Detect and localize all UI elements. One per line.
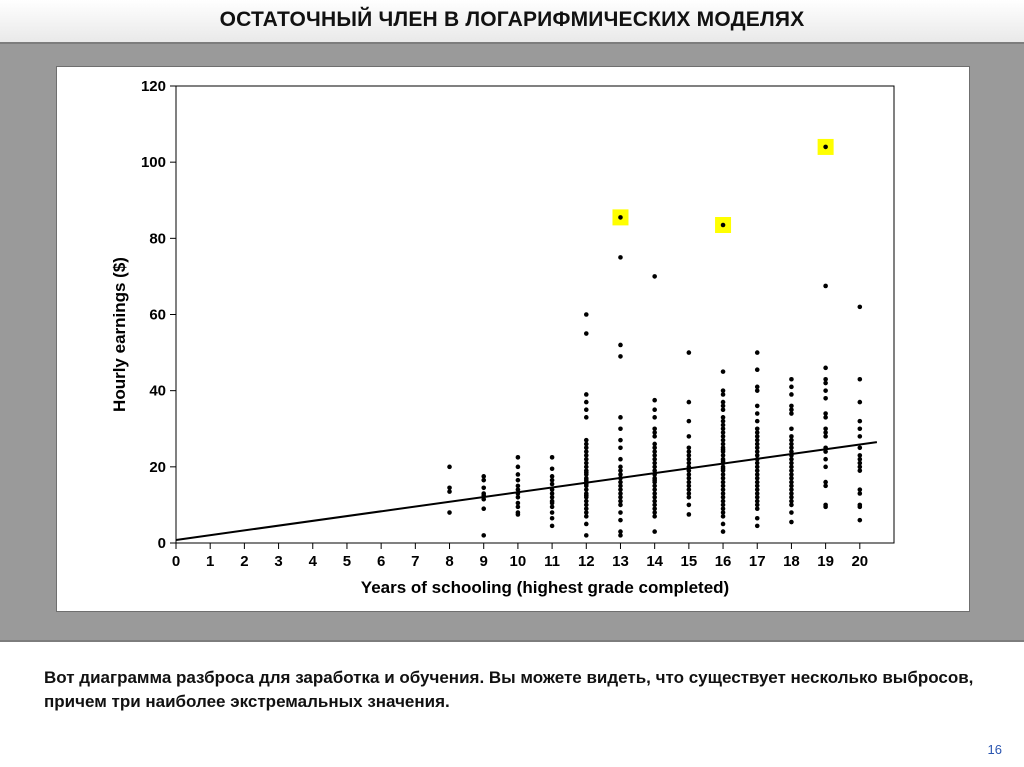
data-point [858, 419, 863, 424]
x-tick-label: 13 [612, 553, 629, 570]
data-point [652, 274, 657, 279]
data-point [823, 366, 828, 371]
data-point [789, 411, 794, 416]
x-tick-label: 19 [817, 553, 834, 570]
y-tick-label: 120 [140, 78, 166, 95]
data-point [652, 514, 657, 519]
data-point [858, 518, 863, 523]
x-tick-label: 4 [308, 553, 317, 570]
data-point [687, 503, 692, 508]
x-tick-label: 3 [274, 553, 283, 570]
data-point [823, 457, 828, 462]
data-point [550, 455, 555, 460]
data-point [755, 388, 760, 393]
data-point [618, 415, 623, 420]
x-axis-label: Years of schooling (highest grade completed) [360, 578, 730, 597]
data-point [755, 524, 760, 529]
x-tick-label: 0 [171, 553, 181, 570]
data-point [858, 468, 863, 473]
data-point [516, 478, 521, 483]
data-point [721, 529, 726, 534]
data-point [755, 419, 760, 424]
data-point [823, 415, 828, 420]
data-point [618, 518, 623, 523]
data-point [858, 445, 863, 450]
x-tick-label: 2 [240, 553, 249, 570]
scatter-chart [57, 67, 969, 611]
data-point [687, 419, 692, 424]
x-tick-label: 18 [783, 553, 800, 570]
data-point [721, 407, 726, 412]
data-point [618, 503, 623, 508]
data-point [481, 485, 486, 490]
data-point [721, 522, 726, 527]
data-point [823, 388, 828, 393]
data-point [755, 516, 760, 521]
y-tick-label: 40 [149, 382, 166, 400]
data-point [789, 510, 794, 515]
data-point [687, 350, 692, 355]
y-tick-label: 0 [157, 535, 166, 552]
data-point [447, 465, 452, 470]
data-point [721, 392, 726, 397]
data-point [550, 510, 555, 515]
x-tick-label: 11 [544, 553, 561, 570]
data-point [858, 377, 863, 382]
data-point [721, 369, 726, 374]
y-tick-label: 80 [149, 230, 166, 248]
data-point [584, 514, 589, 519]
data-point [516, 465, 521, 470]
data-point [550, 482, 555, 487]
data-point [789, 426, 794, 431]
y-tick-label: 100 [140, 154, 166, 172]
data-point [516, 495, 521, 500]
title-bar [0, 0, 1024, 44]
data-point [652, 407, 657, 412]
data-point [550, 466, 555, 471]
data-point [823, 381, 828, 386]
data-point [789, 503, 794, 508]
data-point [858, 426, 863, 431]
data-point [584, 407, 589, 412]
data-point [687, 495, 692, 500]
data-point [652, 529, 657, 534]
data-point [687, 512, 692, 517]
data-point [618, 438, 623, 443]
data-point [755, 506, 760, 511]
data-point [516, 505, 521, 510]
data-point [584, 312, 589, 317]
outlier-point [823, 145, 828, 150]
data-point [823, 434, 828, 439]
x-tick-label: 14 [646, 553, 664, 570]
x-tick-label: 9 [479, 553, 488, 570]
x-tick-label: 15 [680, 553, 698, 570]
x-tick-label: 7 [411, 553, 420, 570]
data-point [618, 533, 623, 538]
y-axis-label: Hourly earnings ($) [110, 257, 129, 412]
data-point [584, 415, 589, 420]
outlier-point [721, 223, 726, 228]
data-point [823, 505, 828, 510]
data-point [755, 367, 760, 372]
caption-panel [0, 640, 1024, 767]
y-tick-label: 20 [149, 458, 166, 476]
data-point [858, 491, 863, 496]
data-point [789, 392, 794, 397]
outlier-point [618, 215, 623, 220]
data-point [823, 484, 828, 489]
data-point [789, 385, 794, 390]
page-number: 16 [987, 742, 1002, 757]
data-point [823, 449, 828, 454]
data-point [789, 377, 794, 382]
x-tick-label: 17 [748, 553, 766, 570]
data-point [858, 400, 863, 405]
x-tick-label: 5 [342, 553, 352, 570]
x-tick-label: 6 [376, 553, 386, 570]
slide-caption: Вот диаграмма разброса для заработка и обучения. Вы можете видеть, что существует несколько выбросов, причем три наиболее экстремальных значения. [44, 668, 974, 711]
x-tick-label: 8 [445, 553, 454, 570]
data-point [516, 512, 521, 517]
data-point [584, 331, 589, 336]
data-point [516, 455, 521, 460]
data-point [721, 514, 726, 519]
data-point [858, 505, 863, 510]
data-point [755, 411, 760, 416]
chart-panel [56, 66, 970, 612]
data-point [652, 415, 657, 420]
data-point [652, 434, 657, 439]
plot-area [176, 86, 894, 543]
data-point [584, 400, 589, 405]
data-point [858, 434, 863, 439]
x-tick-label: 1 [206, 553, 215, 570]
data-point [550, 505, 555, 510]
data-point [755, 350, 760, 355]
data-point [755, 404, 760, 409]
x-tick-label: 20 [851, 553, 869, 570]
data-point [481, 478, 486, 483]
data-point [584, 522, 589, 527]
data-point [618, 354, 623, 359]
data-point [618, 457, 623, 462]
x-tick-label: 16 [714, 553, 732, 570]
data-point [687, 434, 692, 439]
data-point [823, 465, 828, 470]
x-tick-label: 12 [577, 553, 595, 570]
x-tick-label: 10 [509, 553, 527, 570]
data-point [789, 520, 794, 525]
data-point [550, 516, 555, 521]
data-point [447, 489, 452, 494]
data-point [618, 445, 623, 450]
y-tick-label: 60 [149, 306, 166, 324]
data-point [481, 533, 486, 538]
data-point [858, 305, 863, 310]
data-point [687, 400, 692, 405]
data-point [618, 426, 623, 431]
data-point [584, 533, 589, 538]
data-point [823, 396, 828, 401]
data-point [516, 472, 521, 477]
data-point [481, 506, 486, 511]
data-point [618, 255, 623, 260]
slide-title: ОСТАТОЧНЫЙ ЧЛЕН В ЛОГАРИФМИЧЕСКИХ МОДЕЛЯХ [219, 8, 805, 31]
data-point [481, 497, 486, 502]
data-point [823, 284, 828, 289]
data-point [584, 392, 589, 397]
data-point [550, 524, 555, 529]
data-point [618, 510, 623, 515]
data-point [618, 343, 623, 348]
data-point [652, 398, 657, 403]
data-point [447, 510, 452, 515]
